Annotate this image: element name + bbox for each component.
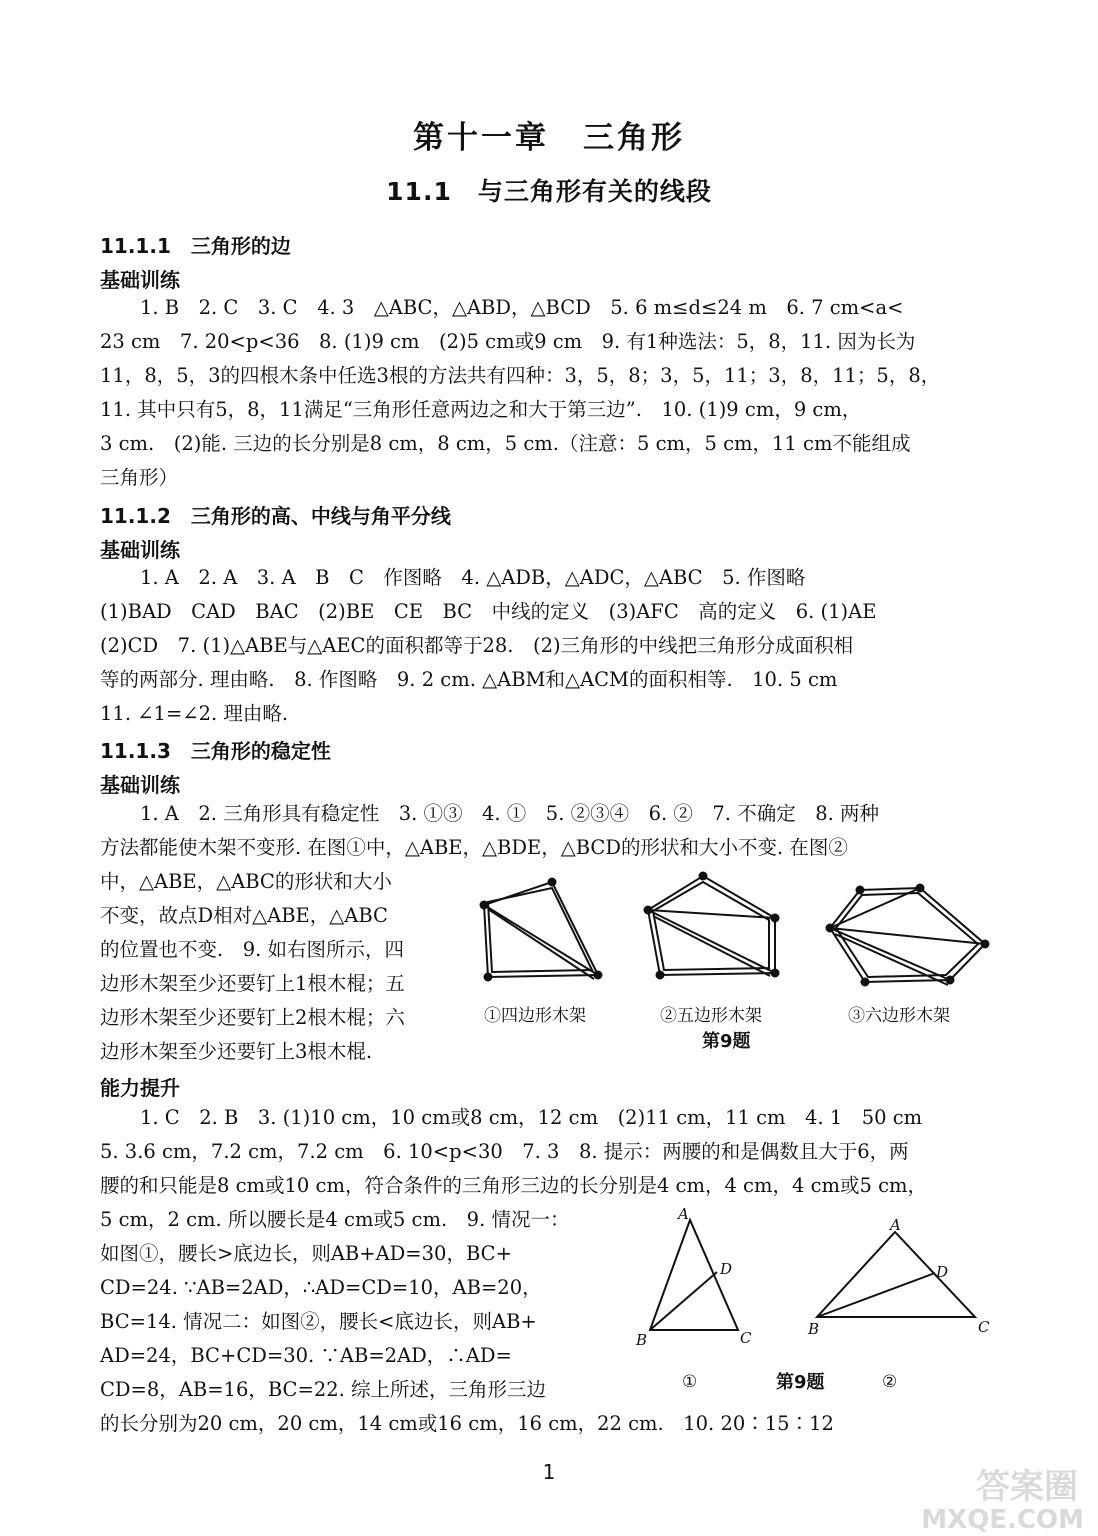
- answer-line: 5. 3.6 cm，7.2 cm，7.2 cm 6. 10<p<30 7. 3 8. 提示：两腰的和是偶数且大于6，两: [100, 1140, 909, 1163]
- answer-line: 1. A 2. 三角形具有稳定性 3. ①③ 4. ① 5. ②③④ 6. ② 7. 不确定 8. 两种: [140, 802, 880, 825]
- point-label-a: A: [890, 1216, 901, 1234]
- answers-11-1-3-narrow: [100, 865, 405, 1069]
- answer-line: 11. ∠1=∠2. 理由略.: [100, 702, 289, 725]
- answer-line: (1)BAD CAD BAC (2)BE CE BC 中线的定义 (3)AFC 高的定义 6. (1)AE: [100, 600, 877, 623]
- answer-line: 边形木架至少还要钉上2根木棍；六: [100, 1006, 405, 1029]
- answer-line: (2)CD 7. (1)△ABE与△AEC的面积都等于28. (2)三角形的中线把三角形分成面积相: [100, 634, 854, 657]
- watermark-logo: 答案圈: [976, 1467, 1078, 1507]
- basic-training-label: 基础训练: [100, 773, 180, 797]
- answers-11-1-2: [100, 561, 877, 731]
- hexagon-frame: [827, 885, 989, 986]
- answer-line: 1. C 2. B 3. (1)10 cm，10 cm或8 cm，12 cm (2)11 cm，11 cm 4. 1 50 cm: [140, 1106, 923, 1129]
- answers-11-1-1: [100, 291, 940, 495]
- answers-11-1-3-top: [100, 797, 879, 865]
- answer-line: 1. B 2. C 3. C 4. 3 △ABC，△ABD，△BCD 5. 6 m≤d≤24 m 6. 7 cm<a<: [140, 296, 904, 319]
- answer-line: AD=24，BC+CD=30. ∵AB=2AD，∴AD=: [100, 1344, 512, 1367]
- basic-training-label: 基础训练: [100, 538, 180, 562]
- section-title: 11.1 与三角形有关的线段: [386, 177, 712, 206]
- basic-training-label: 基础训练: [100, 268, 180, 292]
- figure-label-1: ①: [682, 1372, 698, 1392]
- answer-line: BC=14. 情况二：如图②，腰长<底边长，则AB+: [100, 1310, 537, 1333]
- answer-line: CD=8，AB=16，BC=22. 综上所述，三角形三边: [100, 1378, 547, 1401]
- answer-line: 方法都能使木架不变形. 在图①中，△ABE，△BDE，△BCD的形状和大小不变. 在图②: [100, 836, 848, 859]
- answer-line: 如图①，腰长>底边长，则AB+AD=30，BC+: [100, 1242, 512, 1265]
- answer-line: 等的两部分. 理由略. 8. 作图略 9. 2 cm. △ABM和△ACM的面积相等. 10. 5 cm: [100, 668, 838, 691]
- answer-line: 的位置也不变. 9. 如右图所示，四: [100, 938, 405, 961]
- answers-ability-top: [100, 1101, 927, 1203]
- wooden-frame-figures: [470, 860, 1010, 1010]
- answer-line: 3 cm. (2)能. 三边的长分别是8 cm，8 cm，5 cm.（注意：5 cm，5 cm，11 cm不能组成: [100, 432, 911, 455]
- point-label-d: D: [720, 1260, 733, 1278]
- chapter-title: 第十一章 三角形: [413, 120, 685, 156]
- answers-ability-last: [100, 1407, 834, 1441]
- page-number: 1: [542, 1460, 556, 1484]
- answer-line: 边形木架至少还要钉上1根木棍；五: [100, 972, 405, 995]
- triangle-figure-2: [817, 1232, 975, 1317]
- answers-ability-narrow: [100, 1203, 569, 1407]
- quadrilateral-frame: [481, 879, 602, 981]
- answer-line: 11，8，5，3的四根木条中任选3根的方法共有四种：3，5，8；3，5，11；3，8，11；5，8，: [100, 364, 941, 387]
- point-label-c: C: [740, 1329, 752, 1347]
- point-label-d: D: [936, 1263, 949, 1281]
- answer-line: 11. 其中只有5，8，11满足“三角形任意两边之和大于第三边”. 10. (1)9 cm，9 cm，: [100, 398, 862, 421]
- point-label-a: A: [678, 1205, 689, 1223]
- triangle-figures: [630, 1205, 1010, 1355]
- answer-line: 1. A 2. A 3. A B C 作图略 4. △ADB，△ADC，△ABC 5. 作图略: [140, 566, 806, 589]
- figure-caption-quadrilateral: ①四边形木架: [484, 1006, 586, 1026]
- answer-line: 5 cm，2 cm. 所以腰长是4 cm或5 cm. 9. 情况一：: [100, 1208, 570, 1231]
- watermark-url: MXQE.COM: [921, 1505, 1084, 1535]
- subsection-heading-11-1-1: 11.1.1 三角形的边: [100, 234, 291, 258]
- point-label-b: B: [808, 1320, 820, 1338]
- figure-title: 第9题: [776, 1372, 825, 1393]
- figure-title: 第9题: [702, 1031, 751, 1052]
- answer-line: 腰的和只能是8 cm或10 cm，符合条件的三角形三边的长分别是4 cm，4 cm，4 cm或5 cm，: [100, 1174, 928, 1197]
- answer-line: 的长分别为20 cm，20 cm，14 cm或16 cm，16 cm，22 cm. 10. 20∶15∶12: [100, 1412, 834, 1435]
- subsection-heading-11-1-3: 11.1.3 三角形的稳定性: [100, 739, 331, 763]
- figure-caption-pentagon: ②五边形木架: [660, 1006, 762, 1026]
- subsection-heading-11-1-2: 11.1.2 三角形的高、中线与角平分线: [100, 504, 451, 528]
- answer-line: CD=24. ∵AB=2AD，∴AD=CD=10，AB=20，: [100, 1276, 542, 1299]
- ability-improvement-label: 能力提升: [100, 1076, 180, 1100]
- answer-line: 三角形）: [100, 466, 179, 489]
- figure-caption-hexagon: ③六边形木架: [848, 1006, 950, 1026]
- figure-label-2: ②: [882, 1372, 898, 1392]
- answer-line: 不变，故点D相对△ABE，△ABC: [100, 904, 388, 927]
- point-label-b: B: [636, 1331, 648, 1349]
- answer-line: 中，△ABE，△ABC的形状和大小: [100, 870, 392, 893]
- answer-line: 23 cm 7. 20<p<36 8. (1)9 cm (2)5 cm或9 cm 9. 有1种选法：5，8，11. 因为长为: [100, 330, 916, 353]
- pentagon-frame: [645, 873, 779, 979]
- answer-line: 边形木架至少还要钉上3根木棍.: [100, 1040, 373, 1063]
- point-label-c: C: [978, 1318, 990, 1336]
